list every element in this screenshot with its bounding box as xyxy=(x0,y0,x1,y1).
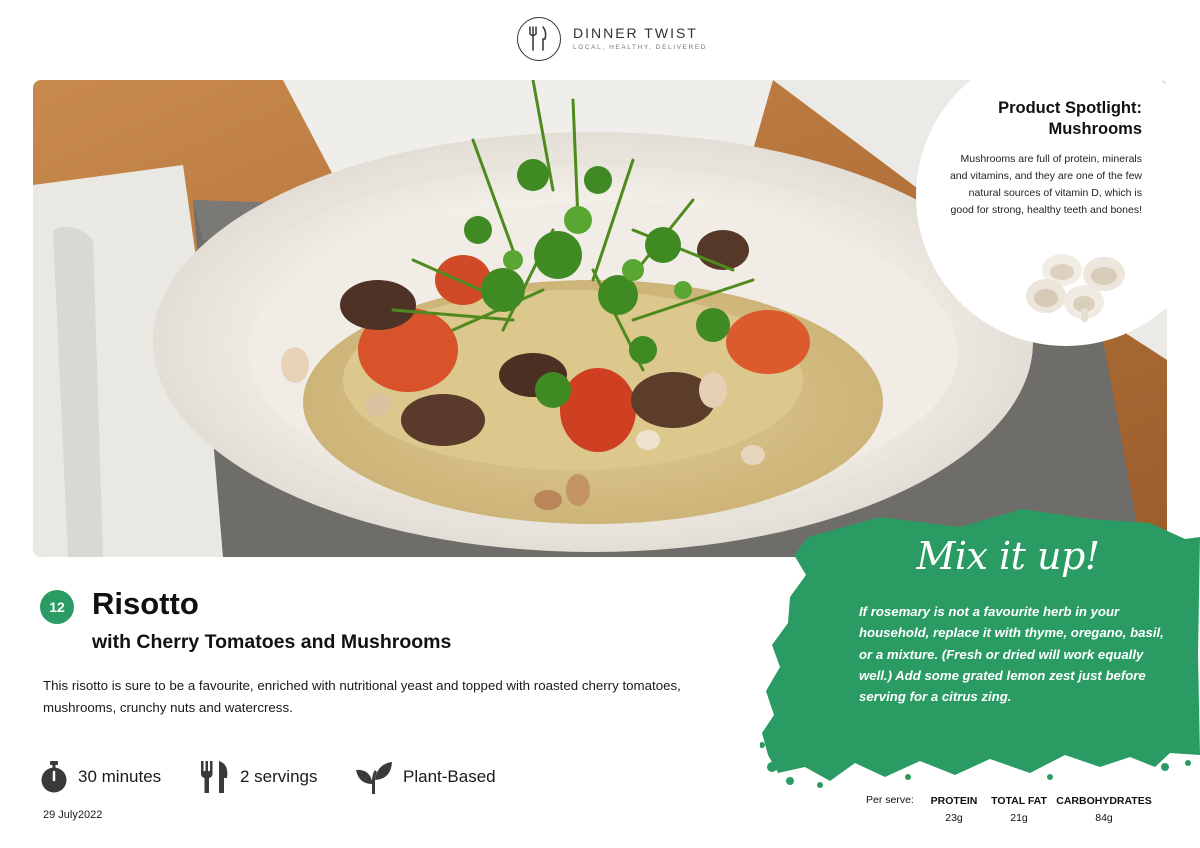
brand-logo xyxy=(517,17,707,61)
recipe-subtitle: with Cherry Tomatoes and Mushrooms xyxy=(92,631,452,653)
recipe-date: 29 July2022 xyxy=(43,809,103,821)
cook-time xyxy=(40,760,161,794)
recipe-number-badge: 12 xyxy=(40,590,74,624)
recipe-title: Risotto xyxy=(92,586,199,621)
recipe-description: This risotto is sure to be a favourite, enriched with nutritional yeast and topped with roasted cherry tomatoes, mushrooms, crunchy nuts and watercress. xyxy=(43,678,681,715)
brand-name: DINNER TWIST xyxy=(573,25,698,41)
servings xyxy=(200,760,317,794)
diet-type xyxy=(355,760,496,794)
cook-time-label: 30 minutes xyxy=(78,767,162,786)
spotlight-title: Product Spotlight: Mushrooms xyxy=(998,99,1142,138)
nutrition-value: 21g xyxy=(1010,812,1028,824)
servings-label: 2 servings xyxy=(240,767,318,786)
mushroom-icon xyxy=(1022,248,1127,331)
nutrition-value: 23g xyxy=(945,812,963,824)
nutrition-carbohydrates xyxy=(1054,794,1154,826)
stopwatch-icon xyxy=(40,761,68,793)
nutrition-name: CARBOHYDRATES xyxy=(1056,795,1152,807)
spotlight-body: Mushrooms are full of protein, minerals and vitamins, and they are one of the few natural sources of vitamin D, which is good for strong, healthy teeth and bones! xyxy=(949,153,1142,216)
nutrition-total-fat xyxy=(988,794,1050,826)
cutlery-icon xyxy=(200,761,230,793)
fork-knife-logo-icon xyxy=(517,17,561,61)
nutrition-value: 84g xyxy=(1095,812,1113,824)
nutrition-name: PROTEIN xyxy=(930,795,978,807)
sprout-icon xyxy=(355,760,393,794)
nutrition-name: TOTAL FAT xyxy=(991,795,1047,807)
per-serve-label: Per serve: xyxy=(866,794,914,806)
diet-label: Plant-Based xyxy=(403,767,496,786)
mix-it-up-title: Mix it up! xyxy=(916,534,1100,578)
mix-it-up-body: If rosemary is not a favourite herb in your household, replace it with thyme, oregano, basil, or a mixture. (Fresh or dried will work equally well.) Add some grated lemon zest just before serving for a citrus zing. xyxy=(859,604,1164,705)
nutrition-protein xyxy=(928,794,980,826)
brand-tagline: LOCAL, HEALTHY, DELIVERED xyxy=(573,44,708,51)
